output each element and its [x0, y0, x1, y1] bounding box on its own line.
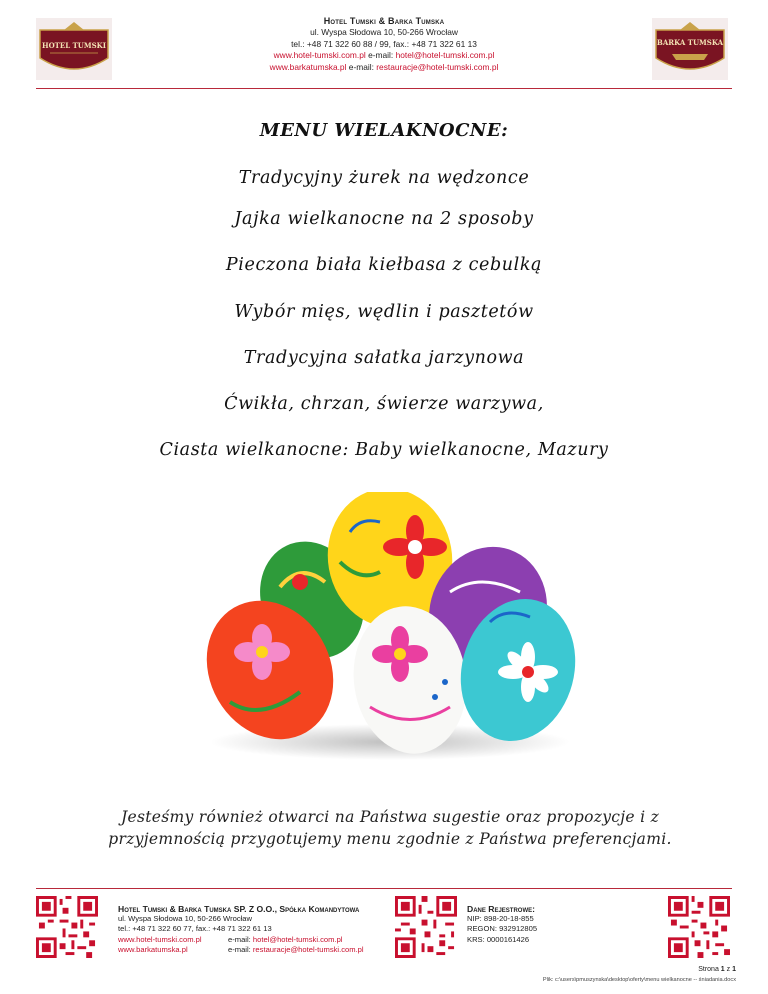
header-contact — [200, 16, 568, 73]
footer-email-label: e-mail: — [228, 934, 253, 944]
footer-website-link[interactable]: www.hotel-tumski.com.pl — [118, 934, 202, 944]
footer-address: ul. Wyspa Słodowa 10, 50-266 Wrocław — [118, 914, 253, 924]
footer-divider — [36, 888, 732, 889]
address: ul. Wyspa Słodowa 10, 50-266 Wrocław — [310, 27, 458, 38]
footer-email-label-2: e-mail: — [228, 944, 253, 954]
email-label-2: e-mail: — [346, 61, 377, 72]
hotel-tumski-logo — [36, 18, 112, 80]
qr-code-icon — [36, 896, 98, 958]
krs: KRS: 0000161426 — [467, 934, 530, 944]
menu-item: Wybór mięs, wędlin i pasztetów — [234, 302, 534, 322]
qr-code-icon — [395, 896, 457, 958]
email-link[interactable]: hotel@hotel-tumski.com.pl — [395, 50, 495, 61]
menu-item: Ciasta wielkanocne: Baby wielkanocne, Mazury — [159, 440, 609, 460]
menu-title: MENU WIELAKNOCNE: — [259, 120, 509, 141]
easter-eggs-image — [200, 492, 580, 764]
email-label: e-mail: — [365, 50, 396, 61]
website-link[interactable]: www.hotel-tumski.com.pl — [273, 50, 366, 61]
menu-item: Tradycyjna sałatka jarzynowa — [243, 348, 525, 368]
footer-email-link[interactable]: hotel@hotel-tumski.com.pl — [252, 934, 343, 944]
menu-item: Tradycyjny żurek na wędzonce — [238, 168, 530, 188]
footer-phone: tel.: +48 71 322 60 77, fax.: +48 71 322 61 13 — [118, 924, 272, 934]
menu-item: Pieczona biała kiełbasa z cebulką — [225, 255, 543, 275]
header-divider — [36, 88, 732, 89]
footer-website-link-2[interactable]: www.barkatumska.pl — [118, 944, 188, 954]
file-path: Plik: c:\users\pmuszynska\desktop\oferty\menu wielkanocne -- śniadania.docx — [542, 977, 736, 983]
note-line: przyjemnością przygotujemy menu zgodnie z Państwa preferencjami. — [108, 830, 672, 848]
footer-company-name: Hotel Tumski & Barka Tumska SP. Z O.O., Spółka Komandytowa — [118, 904, 360, 914]
note-line: Jesteśmy również otwarci na Państwa sugestie oraz propozycje i z — [120, 808, 660, 826]
company-name: Hotel Tumski & Barka Tumska — [323, 16, 445, 26]
website-link-2[interactable]: www.barkatumska.pl — [269, 61, 347, 72]
svg-text:HOTEL TUMSKI: HOTEL TUMSKI — [41, 41, 107, 50]
footer-email-link-2[interactable]: restauracje@hotel-tumski.com.pl — [252, 944, 364, 954]
svg-text:BARKA TUMSKA: BARKA TUMSKA — [656, 38, 724, 47]
nip: NIP: 898-20-18-855 — [467, 914, 534, 924]
page-number: Strona 1 z 1 — [698, 966, 736, 973]
menu-item: Ćwikła, chrzan, świerze warzywa, — [224, 394, 544, 414]
footer-company-block — [118, 904, 380, 955]
phone: tel.: +48 71 322 60 88 / 99, fax.: +48 71 322 61 13 — [291, 38, 477, 49]
closing-note — [60, 806, 720, 850]
registration-block — [467, 904, 617, 945]
email-link-2[interactable]: restauracje@hotel-tumski.com.pl — [376, 61, 499, 72]
regon: REGON: 932912805 — [467, 924, 538, 934]
qr-code-icon — [668, 896, 730, 958]
registration-title: Dane Rejestrowe: — [467, 904, 536, 914]
barka-tumska-logo — [652, 18, 728, 80]
menu-item: Jajka wielkanocne na 2 sposoby — [234, 209, 534, 229]
